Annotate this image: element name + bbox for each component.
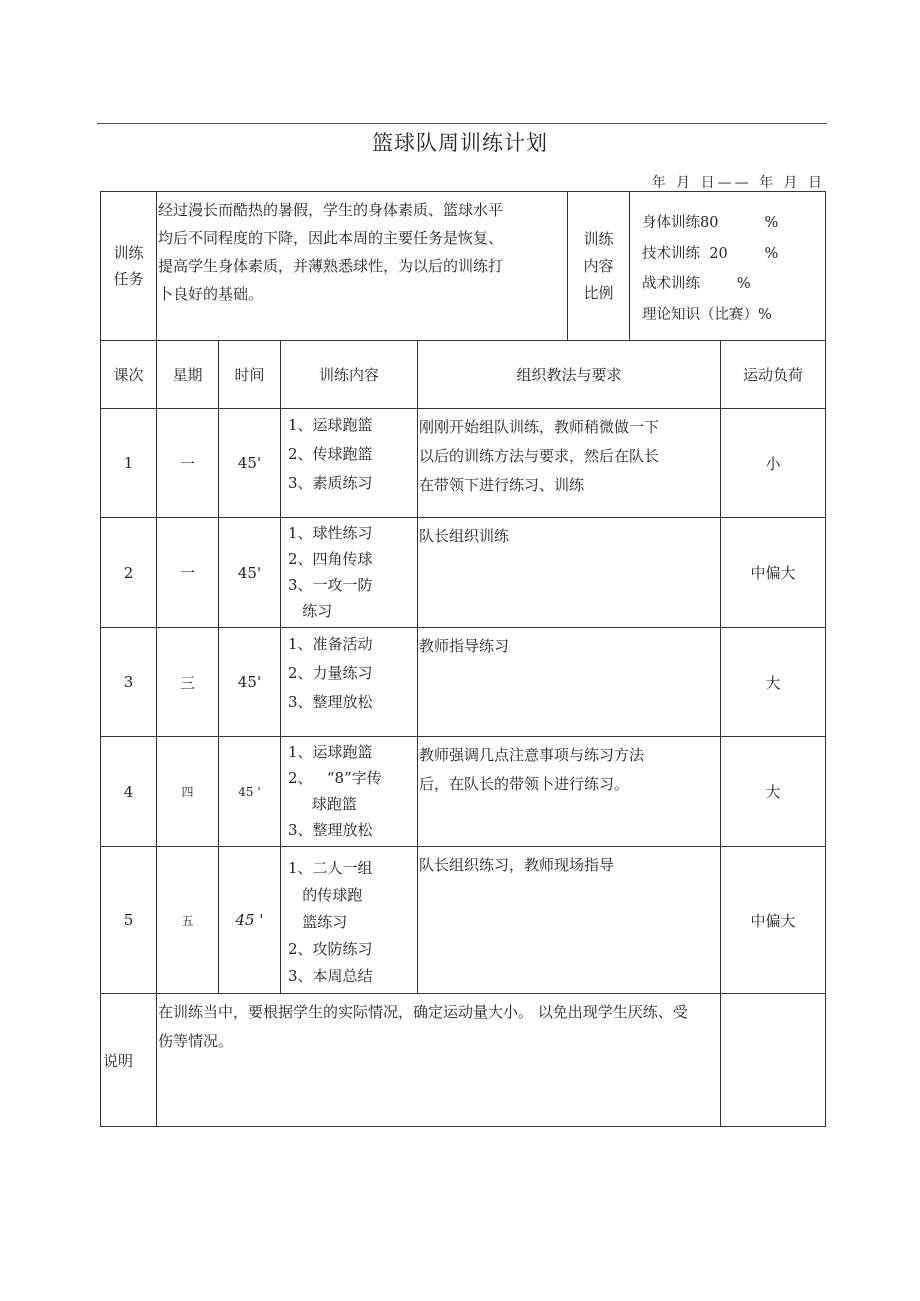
table-row xyxy=(101,409,826,518)
content-line: 2、四角传球 xyxy=(288,550,373,568)
row-time: 45 ' xyxy=(219,737,281,847)
row-load: 大 xyxy=(721,628,826,737)
top-rule xyxy=(97,123,827,124)
row-time: 45 ' xyxy=(219,847,281,994)
row-session: 1 xyxy=(101,409,157,518)
content-line: 篮练习 xyxy=(288,913,348,931)
task-label: 训练任务 xyxy=(113,244,144,288)
row-content xyxy=(281,409,418,518)
content-line: 3、整理放松 xyxy=(288,693,373,711)
row-load: 中偏大 xyxy=(721,518,826,628)
task-row xyxy=(101,192,826,341)
content-line: 3、本周总结 xyxy=(288,967,373,985)
content-line: 1、球性练习 xyxy=(288,524,373,542)
ratio-item-physical: 身体训练80 % xyxy=(642,215,779,231)
content-line: 1、二人一组 xyxy=(288,859,373,877)
table-row xyxy=(101,847,826,994)
ratio-label: 训练内容比例 xyxy=(583,229,614,302)
task-text: 经过漫长而酷热的暑假，学生的身体素质、篮球水平均后不同程度的下降，因此本周的主要任务是恢复、提高学生身体素质，并薄熟悉球性，为以后的训练打卜良好的基础。 xyxy=(157,192,568,341)
row-method: 教师强调几点注意事项与练习方法后，在队长的带领卜进行练习。 xyxy=(418,737,721,847)
row-method: 教师指导练习 xyxy=(418,628,721,737)
content-line: 2、力量练习 xyxy=(288,664,373,682)
row-session: 2 xyxy=(101,518,157,628)
table-row xyxy=(101,518,826,628)
content-line: 球跑篮 xyxy=(288,795,357,813)
content-line: 练习 xyxy=(288,602,333,620)
content-line: 3、素质练习 xyxy=(288,474,373,492)
header-weekday: 星期 xyxy=(157,341,219,409)
row-weekday: 四 xyxy=(157,737,219,847)
row-load: 小 xyxy=(721,409,826,518)
row-weekday: 一 xyxy=(157,518,219,628)
page-title: 篮球队周训练计划 xyxy=(372,131,548,155)
content-line: 1、运球跑篮 xyxy=(288,743,373,761)
row-session: 4 xyxy=(101,737,157,847)
row-method: 队长组织训练 xyxy=(418,518,721,628)
content-line: 1、运球跑篮 xyxy=(288,416,373,434)
task-label-cell xyxy=(101,192,157,341)
header-row xyxy=(101,341,826,409)
table-row xyxy=(101,628,826,737)
note-empty-cell xyxy=(721,994,826,1127)
table-row xyxy=(101,737,826,847)
row-weekday: 三 xyxy=(157,628,219,737)
content-line: 3、一攻一防 xyxy=(288,576,373,594)
row-method: 刚刚开始组队训练，教师稍微做一下以后的训练方法与要求，然后在队长在带领下进行练习、训练 xyxy=(418,409,721,518)
row-session: 3 xyxy=(101,628,157,737)
content-line: 1、准备活动 xyxy=(288,635,373,653)
row-time: 45' xyxy=(219,518,281,628)
content-line: 2、传球跑篮 xyxy=(288,445,373,463)
training-plan-table xyxy=(100,191,826,1127)
content-line: 2、 “8”字传 xyxy=(288,769,382,787)
header-load: 运动负荷 xyxy=(721,341,826,409)
note-text: 在训练当中，要根据学生的实际情况，确定运动量大小。 以免出现学生厌练、受伤等情况。 xyxy=(157,994,721,1127)
row-method: 队长组织练习，教师现场指导 xyxy=(418,847,721,994)
ratio-label-cell xyxy=(568,192,630,341)
header-method: 组织教法与要求 xyxy=(418,341,721,409)
note-row xyxy=(101,994,826,1127)
row-load: 中偏大 xyxy=(721,847,826,994)
header-time: 时间 xyxy=(219,341,281,409)
date-range: 年 月 日—— 年 月 日 xyxy=(651,175,825,191)
content-line: 的传球跑 xyxy=(288,886,363,904)
row-weekday: 一 xyxy=(157,409,219,518)
content-line: 3、整理放松 xyxy=(288,821,373,839)
row-session: 5 xyxy=(101,847,157,994)
row-content xyxy=(281,847,418,994)
ratio-item-tactical: 战术训练 % xyxy=(642,276,751,292)
note-label: 说明 xyxy=(101,994,157,1127)
ratio-item-technical: 技术训练 20 % xyxy=(642,245,779,262)
row-content xyxy=(281,737,418,847)
header-content: 训练内容 xyxy=(281,341,418,409)
header-session: 课次 xyxy=(101,341,157,409)
row-time: 45' xyxy=(219,628,281,737)
row-load: 大 xyxy=(721,737,826,847)
row-content xyxy=(281,518,418,628)
row-weekday: 五 xyxy=(157,847,219,994)
ratio-list xyxy=(630,192,826,341)
content-line: 2、攻防练习 xyxy=(288,940,373,958)
row-content xyxy=(281,628,418,737)
row-time: 45' xyxy=(219,409,281,518)
ratio-item-theory: 理论知识（比赛）% xyxy=(642,306,772,323)
